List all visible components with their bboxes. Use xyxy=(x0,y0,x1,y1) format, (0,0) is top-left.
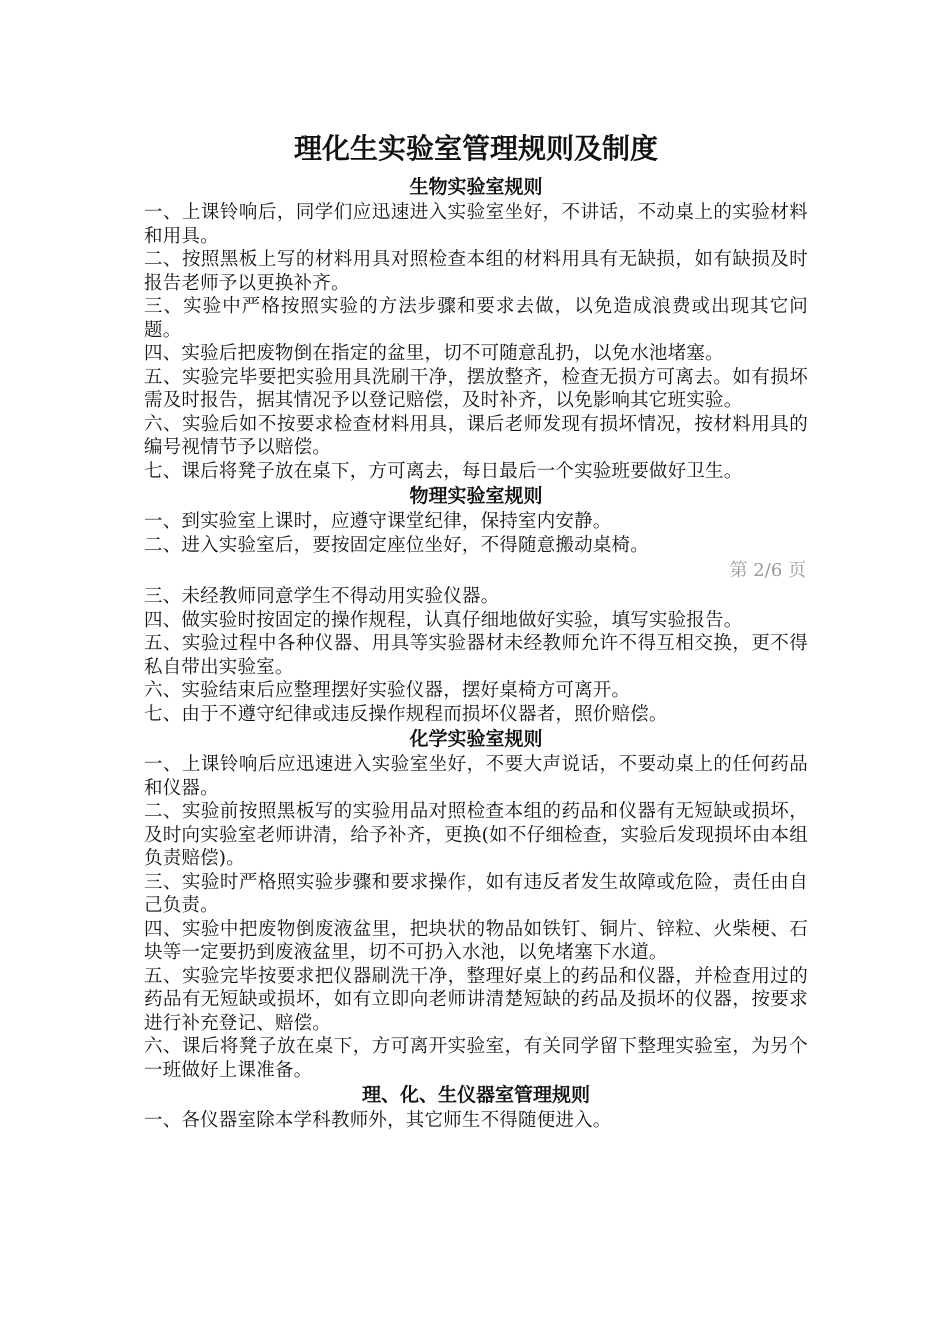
section-heading-instrument-room: 理、化、生仪器室管理规则 xyxy=(361,1084,590,1106)
biology-rule-7: 七、课后将凳子放在桌下，方可离去，每日最后一个实验班要做好卫生。 xyxy=(144,460,743,482)
chemistry-rule-2: 二、实验前按照黑板写的实验用品对照检查本组的药品和仪器有无短缺或损坏，及时向实验室老师讲清，给予补齐，更换(如不仔细检查，实验后发现损坏由本组负责赔偿)。 xyxy=(144,801,808,869)
physics-rule-5: 五、实验过程中各种仪器、用具等实验器材未经教师允许不得互相交换，更不得私自带出实验室。 xyxy=(144,633,808,678)
document-page xyxy=(144,128,808,1133)
biology-rule-5: 五、实验完毕要把实验用具洗刷干净，摆放整齐，检查无损方可离去。如有损坏需及时报告，据其情况予以登记赔偿，及时补齐，以免影响其它班实验。 xyxy=(144,366,808,411)
page-number: 第 2/6 页 xyxy=(729,560,806,581)
instrument-room-rule-1: 一、各仪器室除本学科教师外，其它师生不得随便进入。 xyxy=(144,1110,612,1131)
physics-rule-3: 三、未经教师同意学生不得动用实验仪器。 xyxy=(144,586,500,607)
document-title: 理化生实验室管理规则及制度 xyxy=(293,132,658,165)
section-heading-physics: 物理实验室规则 xyxy=(409,485,543,507)
physics-rule-2: 二、进入实验室后，要按固定座位坐好，不得随意搬动桌椅。 xyxy=(144,534,649,556)
section-heading-chemistry: 化学实验室规则 xyxy=(409,728,543,750)
biology-rule-1: 一、上课铃响后，同学们应迅速进入实验室坐好，不讲话，不动桌上的实验材料和用具。 xyxy=(144,202,808,247)
chemistry-rule-3: 三、实验时严格照实验步骤和要求操作，如有违反者发生故障或危险，责任由自己负责。 xyxy=(144,871,808,916)
biology-rule-4: 四、实验后把废物倒在指定的盆里，切不可随意乱扔，以免水池堵塞。 xyxy=(144,343,724,364)
chemistry-rule-6: 六、课后将凳子放在桌下，方可离开实验室，有关同学留下整理实验室，为另个一班做好上课准备。 xyxy=(144,1036,808,1081)
chemistry-rule-4: 四、实验中把废物倒废液盆里，把块状的物品如铁钉、铜片、锌粒、火柴梗、石块等一定要扔到废液盆里，切不可扔入水池，以免堵塞下水道。 xyxy=(144,918,808,963)
biology-rule-6: 六、实验后如不按要求检查材料用具，课后老师发现有损坏情况，按材料用具的编号视情节予以赔偿。 xyxy=(144,413,808,458)
physics-rule-6: 六、实验结束后应整理摆好实验仪器，摆好桌椅方可离开。 xyxy=(144,680,631,701)
physics-rule-7: 七、由于不遵守纪律或违反操作规程而损坏仪器者，照价赔偿。 xyxy=(144,703,668,725)
biology-rule-3: 三、实验中严格按照实验的方法步骤和要求去做，以免造成浪费或出现其它问题。 xyxy=(144,296,808,341)
chemistry-rule-1: 一、上课铃响后应迅速进入实验室坐好，不要大声说话，不要动桌上的任何药品和仪器。 xyxy=(144,754,808,799)
physics-rule-1: 一、到实验室上课时，应遵守课堂纪律，保持室内安静。 xyxy=(144,511,612,532)
section-heading-biology: 生物实验室规则 xyxy=(409,176,543,198)
chemistry-rule-5: 五、实验完毕按要求把仪器刷洗干净，整理好桌上的药品和仪器，并检查用过的药品有无短缺或损坏，如有立即向老师讲清楚短缺的药品及损坏的仪器，按要求进行补充登记、赔偿。 xyxy=(144,965,808,1034)
physics-rule-4: 四、做实验时按固定的操作规程，认真仔细地做好实验，填写实验报告。 xyxy=(144,609,743,631)
biology-rule-2: 二、按照黑板上写的材料用具对照检查本组的材料用具有无缺损，如有缺损及时报告老师予以更换补齐。 xyxy=(144,249,808,294)
